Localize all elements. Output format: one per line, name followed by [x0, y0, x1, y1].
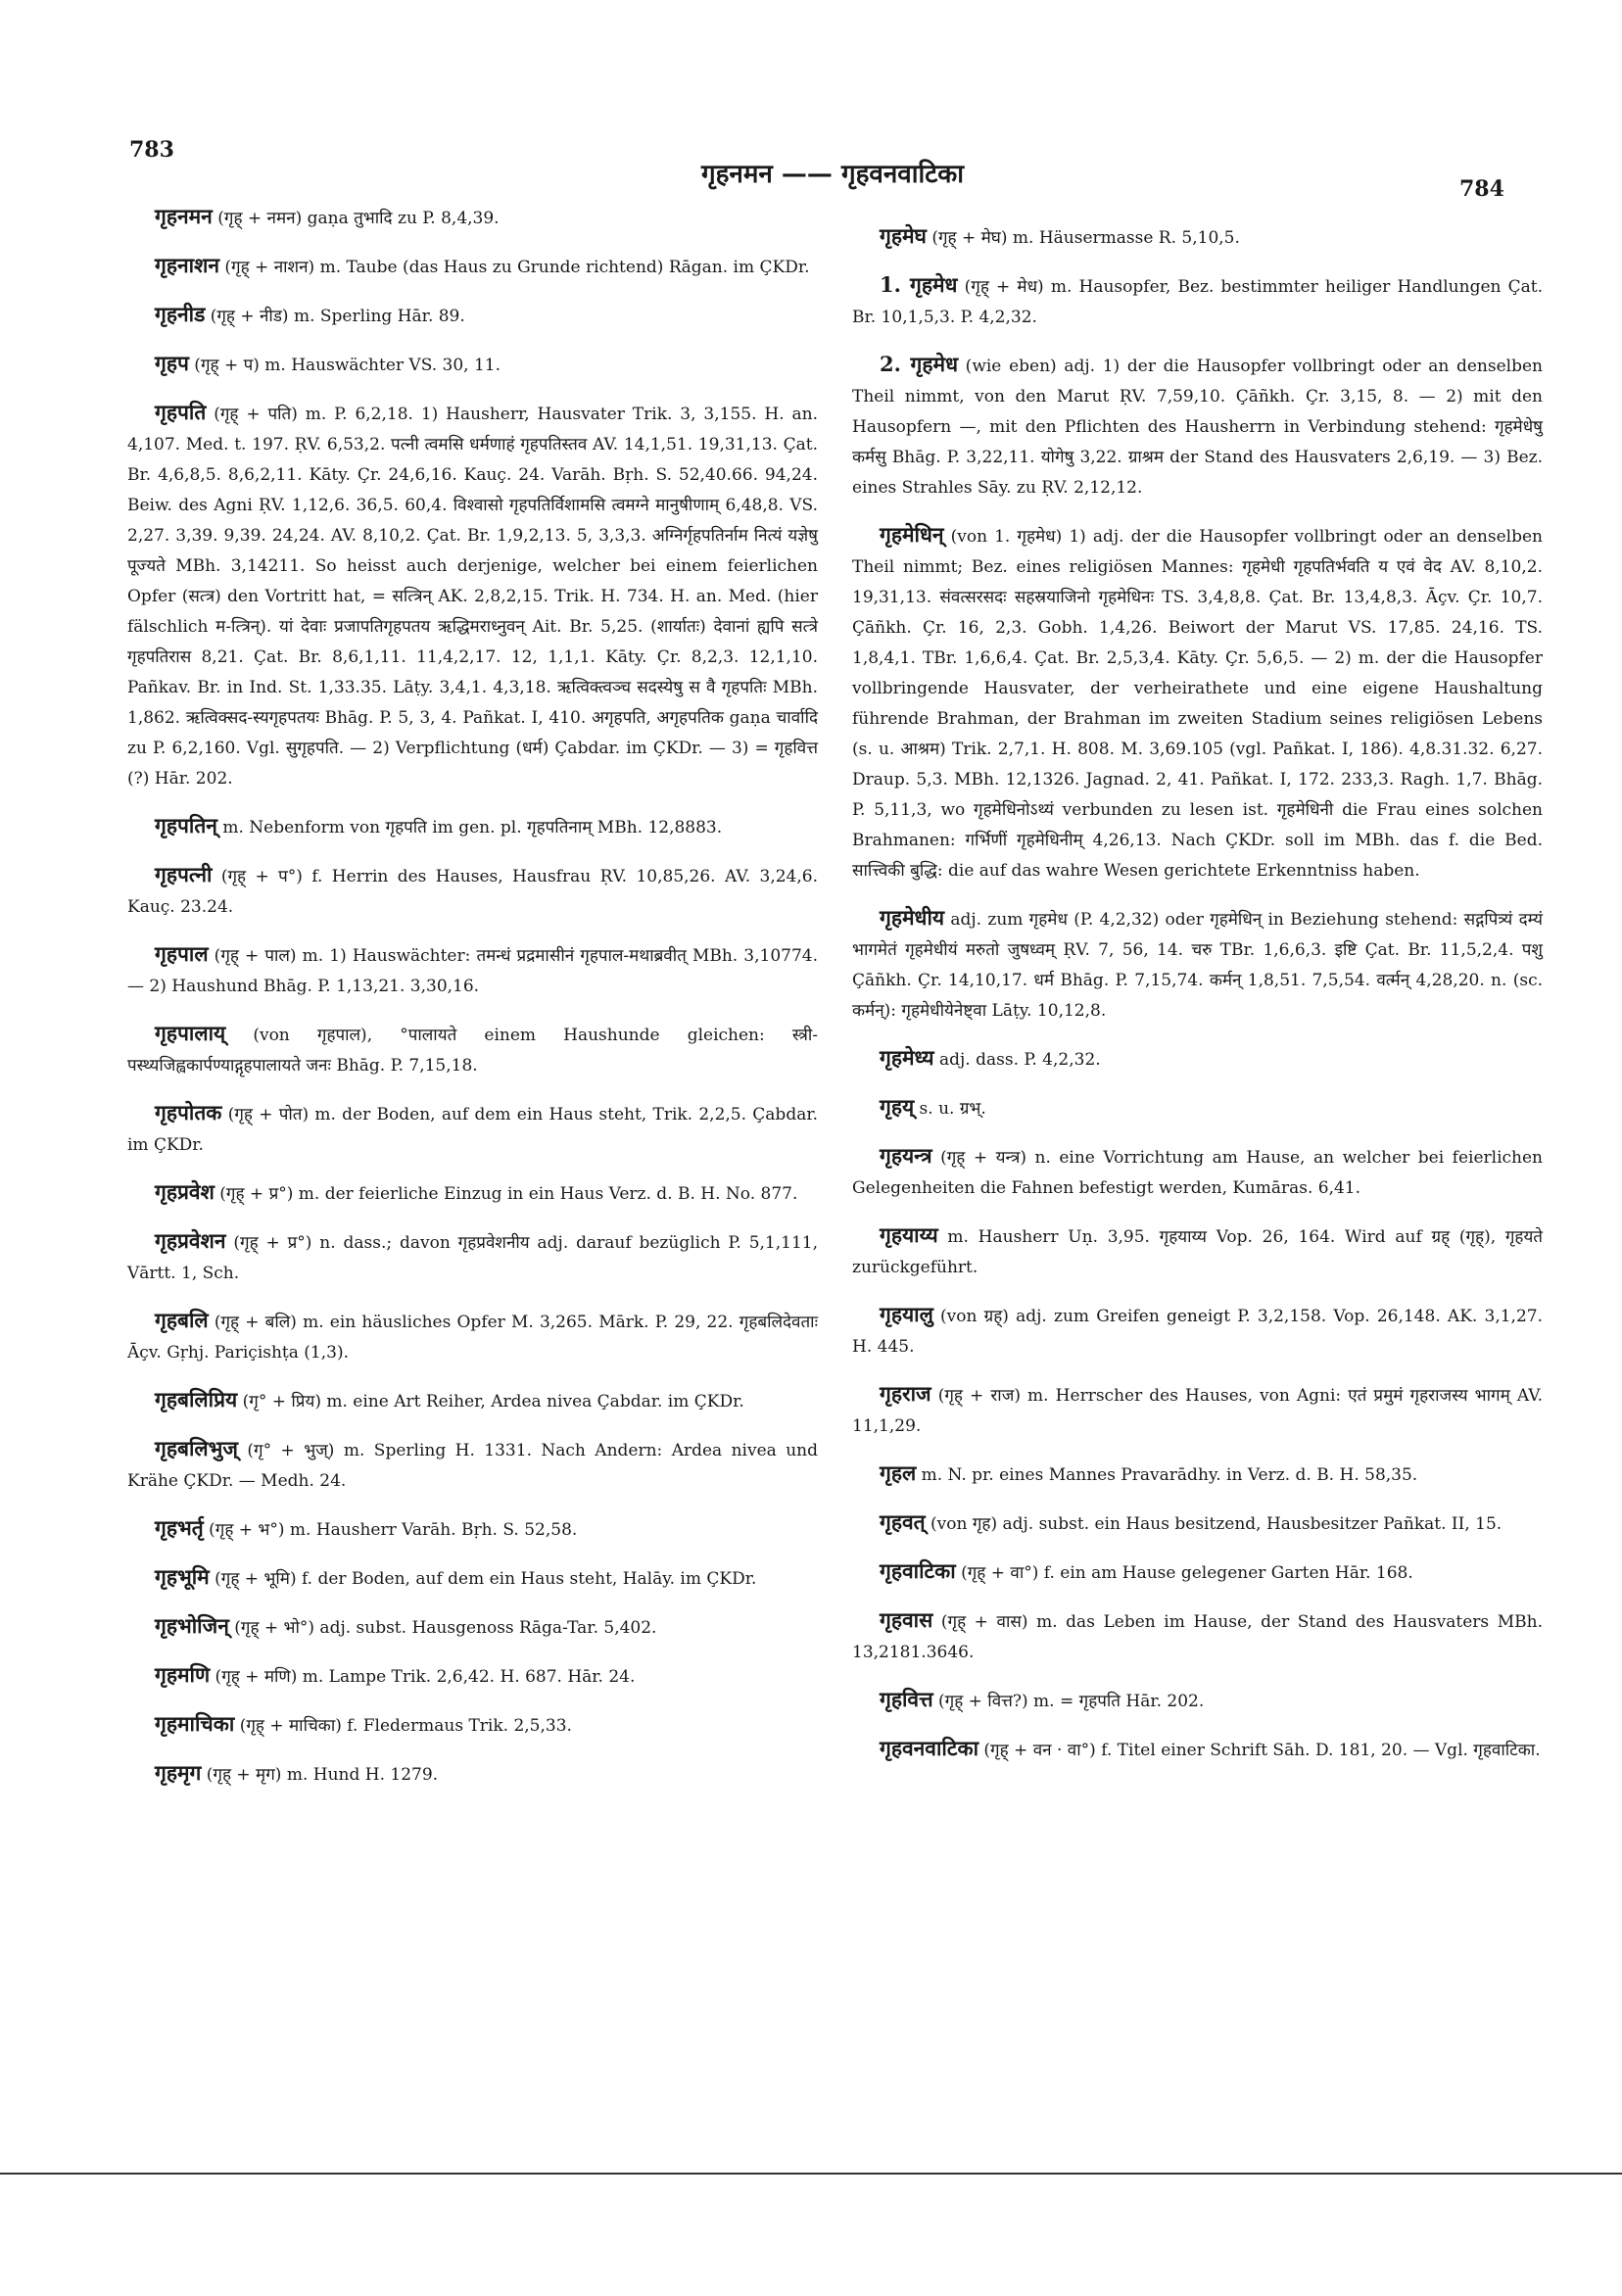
- entry-definition: (von गृहपाल), °पालायते einem Haushunde gleichen: स्त्री-पस्थ्यजिह्वकार्पण्याद्गृहपालायते जनः Bhāg. P. 7,15,18.: [127, 1026, 818, 1076]
- dictionary-entry: [852, 1733, 1543, 1766]
- entry-headword: गृहयाय्य: [880, 1222, 938, 1247]
- entry-headword: गृहवत्: [880, 1509, 926, 1534]
- dictionary-entry: [852, 1507, 1543, 1540]
- entry-definition: m. Nebenform von गृहपति im gen. pl. गृहपतिनाम् MBh. 12,8883.: [216, 818, 723, 837]
- entry-definition: (गृह् + नमन) gaṇa तुभादि zu P. 8,4,39.: [212, 209, 500, 228]
- dictionary-entry: [127, 397, 818, 794]
- entry-headword: गृहप: [155, 351, 189, 375]
- entry-headword: गृहपोतक: [155, 1100, 222, 1124]
- dictionary-entry: [852, 1140, 1543, 1204]
- dictionary-entry: [127, 1018, 818, 1081]
- entry-definition: (गृह् + प°) f. Herrin des Hauses, Hausfrau ṚV. 10,85,26. AV. 3,24,6. Kauç. 23.24.: [127, 867, 818, 917]
- dictionary-entry: [127, 1708, 818, 1742]
- entry-definition: (गृह् + प्र°) m. der feierliche Einzug in ein Haus Verz. d. B. H. No. 877.: [214, 1184, 798, 1204]
- entry-definition: (गृह् + पति) m. P. 6,2,18. 1) Hausherr, Hausvater Trik. 3, 3,155. H. an. 4,107. Med. t. 197. ṚV. 6,53,2. पत्नी त्वमसि धर्मणाहं गृहपतिस्तव AV. 14,1,51. 19,31,13. Çat. Br. 4,6,8,5. 8,6,2,11. Kāty. Çr. 24,6,16. Kauç. 24. Varāh. Bṛh. S. 52,40.66. 94,24. Beiw. des Agni ṚV. 1,12,6. 36,5. 60,4. विश्वासो गृहपतिर्विशामसि त्वमग्ने मानुषीणाम् 6,48,8. VS. 2,27. 3,39. 9,39. 24,24. AV. 8,10,2. Çat. Br. 1,9,2,13. 5, 3,3,3. अग्निर्गृहपतिर्नाम नित्यं यज्ञेषु पूज्यते MBh. 3,14211. So heisst auch derjenige, welcher bei einem feierlichen Opfer (सत्त्र) den Vortritt hat, = सत्त्रिन् AK. 2,8,2,15. Trik. H. 734. H. an. Med. (hier fälschlich म-त्त्रिन्). यां देवाः प्रजापतिगृहपतय ऋद्धिमराध्नुवन् Ait. Br. 5,25. (शार्यातः) देवानां ह्यपि सत्त्रे गृहपतिरास 8,21. Çat. Br. 8,6,1,11. 11,4,2,17. 12, 1,1,1. Kāty. Çr. 8,2,3. 12,1,10. Pañkav. Br. in Ind. St. 1,33.35. Lāṭy. 3,4,1. 4,3,18. ऋत्विक्त्वञ्च सदस्येषु स वै गृहपतिः MBh. 1,862. ऋत्विक्सद-स्यगृहपतयः Bhāg. P. 5, 3, 4. Pañkat. I, 410. अगृहपति, अगृहपतिक gaṇa चार्वादि zu P. 6,2,160. Vgl. सुगृहपति. — 2) Verpflichtung (धर्म) Çabdar. im ÇKDr. — 3) = गृहवित्त (?) Hār. 202.: [127, 405, 818, 789]
- dictionary-entry: [127, 1097, 818, 1161]
- dictionary-entry: [127, 299, 818, 332]
- entry-headword: गृहनमन: [155, 204, 213, 228]
- entry-definition: (गृह् + नाशन) m. Taube (das Haus zu Grunde richtend) Rāgan. im ÇKDr.: [219, 258, 810, 277]
- entry-headword: गृहमाचिका: [155, 1711, 235, 1736]
- left-page-number: 783: [129, 137, 174, 163]
- entry-headword: गृहमणि: [155, 1662, 211, 1687]
- dictionary-entry: [852, 1299, 1543, 1363]
- entry-headword: गृहयालु: [880, 1302, 933, 1326]
- entry-definition: (गृह् + राज) m. Herrscher des Hauses, von Agni: एतं प्रमुमं गृहराजस्य भागम् AV. 11,1,29.: [852, 1386, 1543, 1436]
- dictionary-entry: [127, 201, 818, 234]
- entry-definition: (गृह् + माचिका) f. Fledermaus Trik. 2,5,33.: [234, 1716, 572, 1736]
- dictionary-entry: [852, 1042, 1543, 1076]
- entry-headword: गृहप्रवेश: [155, 1179, 215, 1204]
- dictionary-entry: [127, 1384, 818, 1417]
- entry-headword: 1. गृहमेध: [880, 272, 958, 297]
- entry-headword: गृहपालाय्: [155, 1021, 226, 1045]
- entry-headword: गृहमेधिन्: [880, 522, 944, 547]
- dictionary-entry: [852, 1091, 1543, 1124]
- dictionary-entry: [852, 1378, 1543, 1442]
- entry-definition: (गृह् + बलि) m. ein häusliches Opfer M. 3,265. Mārk. P. 29, 22. गृहबलिदेवताः Āçv. Gṛhj. Pariçishṭa (1,3).: [127, 1313, 818, 1363]
- entry-headword: 2. गृहमेध: [880, 352, 958, 376]
- dictionary-entry: [127, 1757, 818, 1791]
- dictionary-entry: [127, 1561, 818, 1595]
- dictionary-entry: [852, 1604, 1543, 1668]
- entry-definition: (गृह् + प्र°) n. dass.; davon गृहप्रवेशनीय adj. darauf bezüglich P. 5,1,111, Vārtt. 1, Sch.: [127, 1233, 818, 1283]
- entry-definition: adj. zum गृहमेध (P. 4,2,32) oder गृहमेधिन् in Beziehung stehend: सद्गपित्र्यं दम्यं भागमेतं गृहमेधीयं मरुतो जुषध्वम् ṚV. 7, 56, 14. चरु TBr. 1,6,6,3. इष्टि Çat. Br. 11,5,2,4. पशु Çāñkh. Çr. 14,10,17. धर्म Bhāg. P. 7,15,74. कर्मन् 1,8,51. 7,5,54. वर्त्मन् 4,28,20. n. (sc. कर्मन्): गृहमेधीयेनेष्ट्वा Lāṭy. 10,12,8.: [852, 910, 1543, 1021]
- entry-definition: (गृह् + मृग) m. Hund H. 1279.: [201, 1765, 439, 1785]
- entry-definition: (गृह् + भ°) m. Hausherr Varāh. Bṛh. S. 52,58.: [203, 1520, 578, 1540]
- entry-headword: गृहवनवाटिका: [880, 1736, 979, 1760]
- dictionary-entry: [852, 1220, 1543, 1283]
- entry-headword: गृहराज: [880, 1381, 931, 1406]
- entry-definition: (गृह् + मेध) m. Hausopfer, Bez. bestimmter heiliger Handlungen Çat. Br. 10,1,5,3. P. 4,2,32.: [852, 277, 1544, 327]
- entry-definition: (गृह् + मेघ) m. Häusermasse R. 5,10,5.: [926, 228, 1240, 248]
- entry-headword: गृहबलि: [155, 1308, 209, 1332]
- entry-definition: (गृह् + प) m. Hauswächter VS. 30, 11.: [188, 356, 501, 375]
- entry-headword: गृहभूमि: [155, 1564, 210, 1589]
- entry-headword: गृहमेघ: [880, 223, 927, 248]
- running-head: गृहनमन —— गृहवनवाटिका: [700, 160, 965, 189]
- entry-definition: m. N. pr. eines Mannes Pravarādhy. in Verz. d. B. H. 58,35.: [916, 1465, 1418, 1485]
- entry-headword: गृहय्: [880, 1094, 915, 1119]
- entry-definition: (गृह् + वित्त?) m. = गृहपति Hār. 202.: [932, 1692, 1205, 1711]
- dictionary-entry: [127, 810, 818, 843]
- dictionary-entry: [127, 859, 818, 923]
- entry-definition: m. Hausherr Uṇ. 3,95. गृहयाय्य Vop. 26, 164. Wird auf ग्रह् (गृह्), गृहयते zurückgeführt.: [852, 1227, 1543, 1277]
- dictionary-entry: [852, 269, 1543, 333]
- entry-headword: गृहमेध्य: [880, 1045, 934, 1070]
- entry-headword: गृहपति: [155, 400, 207, 424]
- dictionary-entry: [127, 250, 818, 283]
- entry-definition: (गृह् + वास) m. das Leben im Hause, der Stand des Hausvaters MBh. 13,2181.3646.: [852, 1612, 1543, 1662]
- dictionary-entry: [127, 1610, 818, 1644]
- bottom-rule: [0, 2173, 1622, 2175]
- entry-headword: गृहवास: [880, 1607, 933, 1632]
- dictionary-entry: [852, 902, 1543, 1027]
- entry-headword: गृहपाल: [155, 941, 209, 966]
- entry-headword: गृहभोजिन्: [155, 1613, 229, 1638]
- entry-headword: गृहमेधीय: [880, 905, 945, 930]
- entry-definition: (गृह् + मणि) m. Lampe Trik. 2,6,42. H. 687. Hār. 24.: [210, 1667, 636, 1687]
- entry-definition: (von गृह) adj. subst. ein Haus besitzend, Hausbesitzer Pañkat. II, 15.: [925, 1514, 1503, 1534]
- entry-definition: (गृह् + पोत) m. der Boden, auf dem ein Haus steht, Trik. 2,2,5. Çabdar. im ÇKDr.: [127, 1105, 818, 1155]
- entry-definition: (गृह् + भो°) adj. subst. Hausgenoss Rāga-Tar. 5,402.: [228, 1618, 657, 1638]
- dictionary-entry: [127, 1176, 818, 1210]
- entry-definition: s. u. ग्रभ्.: [914, 1099, 986, 1119]
- entry-headword: गृहवाटिका: [880, 1558, 956, 1583]
- dictionary-entry: [127, 1512, 818, 1546]
- entry-definition: (wie eben) adj. 1) der die Hausopfer vollbringt oder an denselben Theil nimmt, von den Marut ṚV. 7,59,10. Çāñkh. Çr. 3,15, 8. — 2) mit den Hausopfern —, mit den Pflichten des Hausherrn in Verbindung stehend: गृहमेधेषु कर्मसु Bhāg. P. 3,22,11. योगेषु 3,22. ग्राश्रम der Stand des Hausvaters 2,6,19. — 3) Bez. eines Strahles Sāy. zu ṚV. 2,12,12.: [852, 357, 1543, 498]
- entry-definition: (गृ° + भुज्) m. Sperling H. 1331. Nach Andern: Ardea nivea und Krähe ÇKDr. — Medh. 24.: [127, 1441, 818, 1491]
- entry-headword: गृहभर्तृ: [155, 1515, 204, 1540]
- entry-definition: (von 1. गृहमेध) 1) adj. der die Hausopfer vollbringt oder an denselben Theil nimmt; Bez. eines religiösen Mannes: गृहमेधी गृहपतिर्भवति य एवं वेद AV. 8,10,2. 19,31,13. संवत्सरसदः सहस्रयाजिनो गृहमेधिनः TS. 3,4,8,8. Çat. Br. 13,4,8,3. Āçv. Çr. 10,7. Çāñkh. Çr. 16, 2,3. Gobh. 1,4,26. Beiwort der Marut VS. 17,85. 24,16. TS. 1,8,4,1. TBr. 1,6,6,4. Çat. Br. 2,5,3,4. Kāty. Çr. 5,6,5. — 2) m. der die Hausopfer vollbringende Hausvater, der verheirathete und eine eigene Haushaltung führende Brahman, der Brahman im zweiten Stadium seines religiösen Lebens (s. u. आश्रम) Trik. 2,7,1. H. 808. M. 3,69.105 (vgl. Pañkat. I, 186). 4,8.31.32. 6,27. Draup. 5,3. MBh. 12,1326. Jagnad. 2, 41. Pañkat. I, 172. 233,3. Ragh. 1,7. Bhāg. P. 5,11,3, wo गृहमेधिनोऽथ्यं verbunden zu lesen ist. गृहमेधिनी die Frau eines solchen Brahmanen: गर्भिणीं गृहमेधिनीम् 4,26,13. Nach ÇKDr. soll im MBh. das f. die Bed. सात्त्विकी बुद्धि: die auf das wahre Wesen gerichtete Erkenntniss haben.: [852, 527, 1543, 881]
- entry-headword: गृहप्रवेशन: [155, 1228, 226, 1253]
- entry-headword: गृहनीड: [155, 302, 206, 326]
- entry-definition: (गृह् + पाल) m. 1) Hauswächter: तमन्धं प्रद्रमासीनं गृहपाल-मथाब्रवीत् MBh. 3,10774. — 2) Haushund Bhāg. P. 1,13,21. 3,30,16.: [127, 946, 818, 996]
- entry-headword: गृहबलिभुज्: [155, 1436, 238, 1460]
- dictionary-entry: [127, 938, 818, 1002]
- entry-headword: गृहनाशन: [155, 253, 220, 277]
- dictionary-entry: [127, 1433, 818, 1497]
- entry-headword: गृहपत्नी: [155, 862, 213, 886]
- entry-definition: (गृह् + भूमि) f. der Boden, auf dem ein Haus steht, Halāy. im ÇKDr.: [209, 1569, 757, 1589]
- dictionary-entry: [852, 1458, 1543, 1491]
- entry-definition: adj. dass. P. 4,2,32.: [933, 1050, 1101, 1070]
- entry-headword: गृहल: [880, 1460, 917, 1485]
- dictionary-entry: [127, 1659, 818, 1693]
- dictionary-entry: [127, 348, 818, 381]
- dictionary-entry: [127, 1305, 818, 1368]
- entry-headword: गृहवित्त: [880, 1687, 933, 1711]
- dictionary-entry: [852, 349, 1543, 503]
- entry-definition: (गृह् + वन · वा°) f. Titel einer Schrift Sāh. D. 181, 20. — Vgl. गृहवाटिका.: [978, 1741, 1541, 1760]
- entry-definition: (गृह् + नीड) m. Sperling Hār. 89.: [205, 307, 465, 326]
- entry-definition: (von ग्रह्) adj. zum Greifen geneigt P. 3,2,158. Vop. 26,148. AK. 3,1,27. H. 445.: [852, 1307, 1543, 1357]
- entry-headword: गृहमृग: [155, 1760, 202, 1785]
- dictionary-entry: [852, 220, 1543, 254]
- left-column: [127, 201, 818, 1806]
- entry-definition: (गृह् + वा°) f. ein am Hause gelegener Garten Hār. 168.: [955, 1563, 1413, 1583]
- dictionary-entry: [852, 1555, 1543, 1589]
- entry-headword: गृहबलिप्रिय: [155, 1387, 238, 1411]
- entry-headword: गृहयन्त्र: [880, 1143, 932, 1168]
- entry-headword: गृहपतिन्: [155, 813, 217, 837]
- right-page-number: 784: [1459, 176, 1504, 202]
- dictionary-entry: [127, 1225, 818, 1289]
- dictionary-entry: [852, 519, 1543, 886]
- entry-definition: (गृह् + यन्त्र) n. eine Vorrichtung am Hause, an welcher bei feierlichen Gelegenheiten die Fahnen befestigt werden, Kumāras. 6,41.: [852, 1148, 1543, 1198]
- dictionary-entry: [852, 1684, 1543, 1717]
- entry-definition: (गृ° + प्रिय) m. eine Art Reiher, Ardea nivea Çabdar. im ÇKDr.: [237, 1392, 744, 1411]
- right-column: [852, 220, 1543, 1782]
